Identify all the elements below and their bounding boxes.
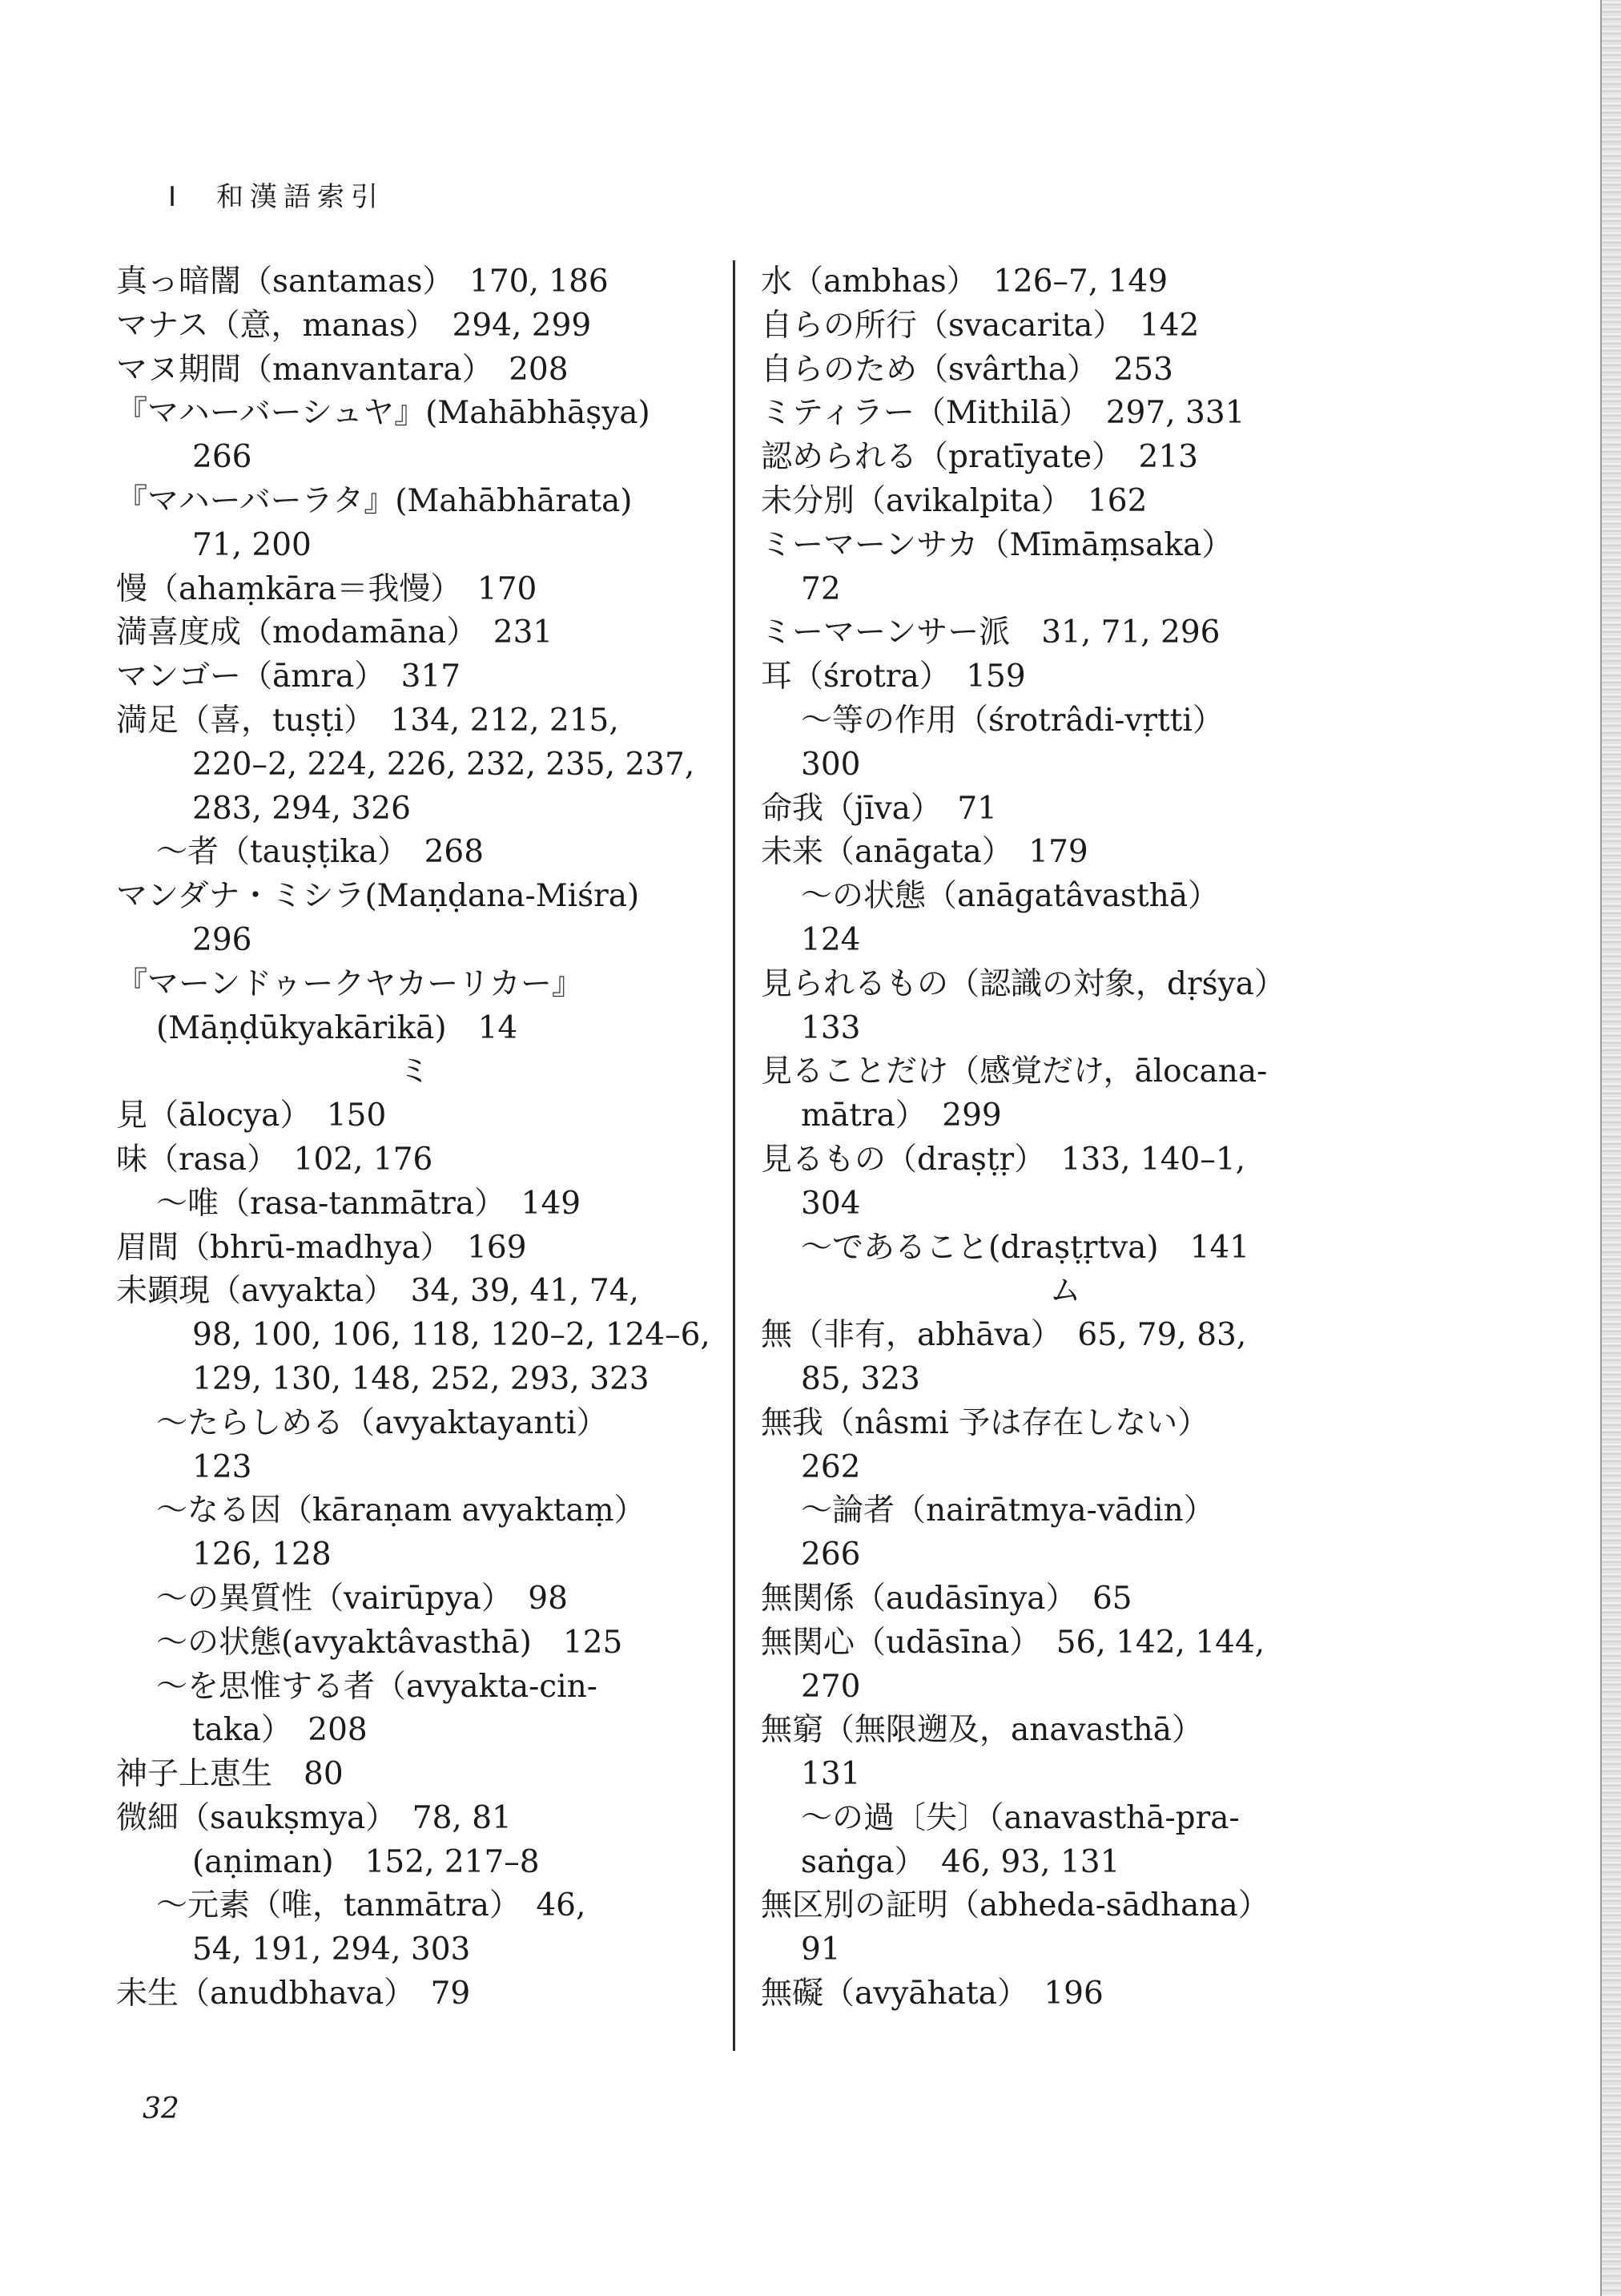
- index-entry-line: 〜者（tauṣṭika） 268: [156, 834, 485, 871]
- running-header: I 和漢語索引: [168, 181, 385, 213]
- index-entry-line: 300: [801, 746, 861, 783]
- index-column-left: [116, 260, 713, 2016]
- index-entry-line: 無礙（avyāhata） 196: [761, 1976, 1104, 2012]
- index-entry-line: 220–2, 224, 226, 232, 235, 237,: [192, 746, 695, 783]
- index-entry-line: 無（非有，abhāva） 65, 79, 83,: [761, 1317, 1247, 1354]
- index-entry-line: 129, 130, 148, 252, 293, 323: [192, 1360, 650, 1397]
- index-entry-line: 124: [801, 921, 861, 958]
- index-entry-line: 54, 191, 294, 303: [192, 1931, 471, 1968]
- index-entry-line: 〜たらしめる（avyaktayanti）: [156, 1404, 608, 1441]
- index-entry-line: 満足（喜，tuṣṭi） 134, 212, 215,: [116, 702, 619, 739]
- index-entry-line: 自らのため（svârtha） 253: [761, 351, 1173, 388]
- index-entry-line: 296: [192, 921, 252, 958]
- index-entry-line: 266: [192, 439, 252, 476]
- index-entry-line: 無窮（無限遡及，anavasthā）: [761, 1712, 1203, 1749]
- index-entry-line: 98, 100, 106, 118, 120–2, 124–6,: [192, 1317, 710, 1354]
- index-entry-line: 眉間（bhrū-madhya） 169: [116, 1229, 527, 1266]
- index-entry-line: 無関心（udāsīna） 56, 142, 144,: [761, 1624, 1265, 1661]
- index-entry-line: 〜を思惟する者（avyakta-cin-: [156, 1668, 597, 1705]
- index-entry-line: ミティラー（Mithilā） 297, 331: [761, 395, 1245, 432]
- index-entry-line: 見ることだけ（感覚だけ，ālocana-: [761, 1053, 1268, 1090]
- index-entry-line: 微細（saukṣmya） 78, 81: [116, 1799, 512, 1836]
- scan-edge: [1600, 0, 1621, 2296]
- index-entry-line: mātra） 299: [801, 1098, 1002, 1134]
- index-entry-line: 神子上恵生 80: [116, 1756, 344, 1793]
- page-number: 32: [143, 2093, 179, 2125]
- index-entry-line: 〜であること(draṣṭṛtva) 141: [801, 1229, 1250, 1266]
- index-entry-line: 126, 128: [192, 1537, 332, 1573]
- index-entry-line: 266: [801, 1537, 861, 1573]
- index-column-right: [761, 260, 1370, 2016]
- index-entry-line: 133: [801, 1009, 861, 1046]
- index-entry-line: 〜論者（nairātmya-vādin）: [801, 1492, 1215, 1529]
- section-letter: ム: [1049, 1273, 1081, 1310]
- index-entry-line: 『マハーバーシュヤ』(Mahābhāṣya): [116, 395, 650, 432]
- index-entry-line: 〜の状態(avyaktâvasthā) 125: [156, 1624, 623, 1661]
- index-entry-line: taka） 208: [192, 1712, 368, 1749]
- index-entry-line: 見られるもの（認識の対象，dṛśya）: [761, 965, 1285, 1002]
- index-entry-line: 認められる（pratīyate） 213: [761, 439, 1198, 476]
- index-entry-line: 304: [801, 1185, 861, 1222]
- column-divider: [733, 260, 735, 2051]
- index-entry-line: 自らの所行（svacarita） 142: [761, 307, 1200, 344]
- index-entry-line: 〜の異質性（vairūpya） 98: [156, 1580, 568, 1617]
- index-entry-line: 71, 200: [192, 526, 312, 563]
- index-entry-line: 262: [801, 1448, 861, 1485]
- index-entry-line: 水（ambhas） 126–7, 149: [761, 264, 1168, 300]
- index-entry-line: 耳（śrotra） 159: [761, 659, 1026, 695]
- index-entry-line: マンゴー（āmra） 317: [116, 659, 461, 695]
- index-entry-line: 85, 323: [801, 1360, 920, 1397]
- index-entry-line: 味（rasa） 102, 176: [116, 1141, 433, 1178]
- index-entry-line: マナス（意，manas） 294, 299: [116, 307, 592, 344]
- index-entry-line: (Māṇḍūkyakārikā) 14: [156, 1009, 518, 1046]
- index-entry-line: (aṇiman) 152, 217–8: [192, 1843, 540, 1880]
- index-entry-line: 283, 294, 326: [192, 790, 411, 827]
- index-entry-line: 未来（anāgata） 179: [761, 834, 1088, 871]
- index-entry-line: 未生（anudbhava） 79: [116, 1976, 471, 2012]
- index-entry-line: ミーマーンサカ（Mīmāṃsaka）: [761, 526, 1233, 563]
- index-entry-line: 〜唯（rasa-tanmātra） 149: [156, 1185, 581, 1222]
- index-entry-line: 91: [801, 1931, 841, 1968]
- index-entry-line: 〜なる因（kāraṇam avyaktaṃ）: [156, 1492, 646, 1529]
- index-entry-line: 慢（ahaṃkāra＝我慢） 170: [116, 570, 537, 607]
- index-entry-line: マヌ期間（manvantara） 208: [116, 351, 569, 388]
- index-entry-line: 未顕現（avyakta） 34, 39, 41, 74,: [116, 1273, 639, 1310]
- index-entry-line: 270: [801, 1668, 861, 1705]
- index-entry-line: 命我（jīva） 71: [761, 790, 997, 827]
- index-entry-line: 72: [801, 570, 841, 607]
- index-entry-line: 満喜度成（modamāna） 231: [116, 614, 553, 651]
- index-entry-line: 未分別（avikalpita） 162: [761, 482, 1148, 519]
- index-entry-line: ミーマーンサー派 31, 71, 296: [761, 614, 1221, 651]
- index-entry-line: 無我（nâsmi 予は存在しない）: [761, 1404, 1209, 1441]
- index-entry-line: 見るもの（draṣṭṛ） 133, 140–1,: [761, 1141, 1246, 1178]
- index-entry-line: 真っ暗闇（santamas） 170, 186: [116, 264, 609, 300]
- index-entry-line: マンダナ・ミシラ(Maṇḍana-Miśra): [116, 878, 640, 915]
- index-entry-line: 『マーンドゥークヤカーリカー』: [116, 965, 583, 1002]
- index-entry-line: 無区別の証明（abheda-sādhana）: [761, 1887, 1269, 1924]
- index-entry-line: 〜の状態（anāgatâvasthā）: [801, 878, 1220, 915]
- index-entry-line: saṅga） 46, 93, 131: [801, 1843, 1120, 1880]
- index-entry-line: 131: [801, 1756, 861, 1793]
- index-entry-line: 無関係（audāsīnya） 65: [761, 1580, 1132, 1617]
- index-entry-line: 〜元素（唯，tanmātra） 46,: [156, 1887, 586, 1924]
- section-letter: ミ: [398, 1053, 430, 1090]
- index-entry-line: 〜の過〔失〕（anavasthā-pra-: [801, 1799, 1240, 1836]
- index-entry-line: 見（ālocya） 150: [116, 1098, 387, 1134]
- index-entry-line: 123: [192, 1448, 252, 1485]
- index-entry-line: 〜等の作用（śrotrâdi-vṛtti）: [801, 702, 1224, 739]
- index-entry-line: 『マハーバーラタ』(Mahābhārata): [116, 482, 633, 519]
